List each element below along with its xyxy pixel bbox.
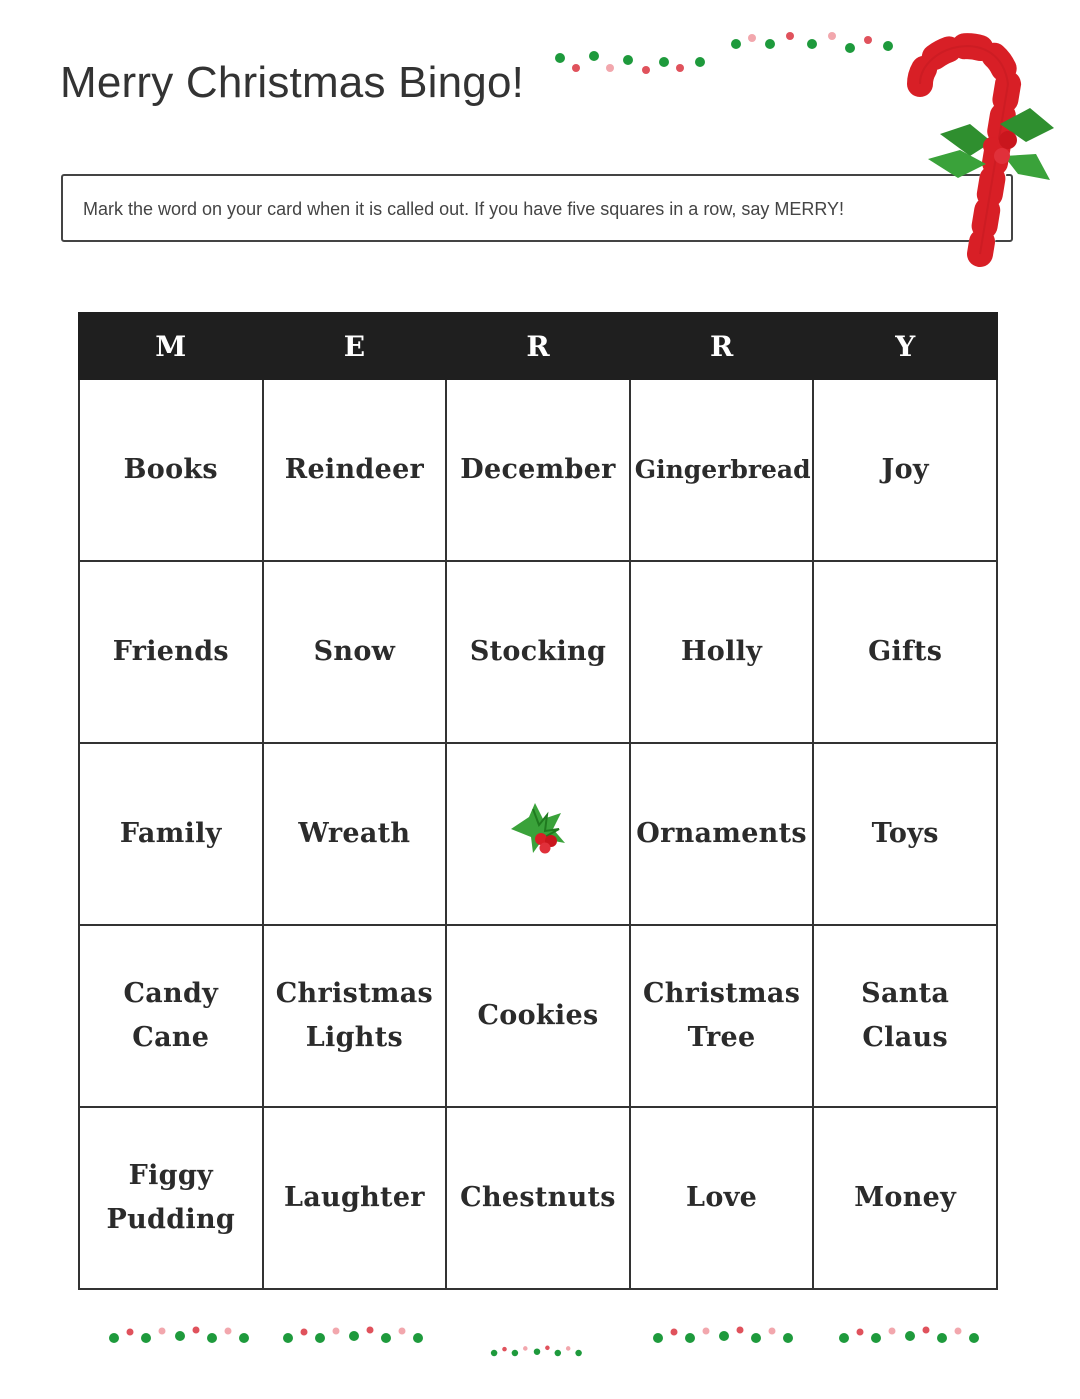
square-label: Christmas Lights: [275, 978, 434, 1053]
bingo-square[interactable]: [79, 561, 263, 743]
bingo-square[interactable]: [813, 1107, 997, 1289]
square-label: Santa Claus: [861, 978, 950, 1053]
square-label: Gingerbread: [634, 455, 811, 484]
square-label: Chestnuts: [460, 1182, 616, 1213]
card-row: [79, 1107, 997, 1289]
square-label: Figgy Pudding: [106, 1160, 236, 1235]
bingo-square[interactable]: [79, 379, 263, 561]
square-label: Toys: [871, 818, 939, 849]
free-space-square[interactable]: [446, 743, 630, 925]
candy-cane-icon: [900, 24, 1070, 274]
bingo-square[interactable]: [630, 379, 814, 561]
bingo-square[interactable]: [813, 743, 997, 925]
square-label: Money: [854, 1182, 957, 1213]
card-header-row: [79, 313, 997, 379]
square-label: Books: [123, 454, 218, 485]
square-label: Holly: [680, 636, 763, 667]
page-title: Merry Christmas Bingo!: [60, 58, 525, 107]
square-label: Love: [686, 1182, 758, 1213]
bingo-square[interactable]: [79, 743, 263, 925]
bingo-square[interactable]: [79, 925, 263, 1107]
holly-icon: [503, 795, 573, 859]
bingo-square[interactable]: [263, 925, 447, 1107]
bingo-square[interactable]: [813, 379, 997, 561]
square-label: Christmas Tree: [642, 978, 801, 1053]
square-label: Wreath: [298, 818, 411, 849]
bingo-square[interactable]: [813, 925, 997, 1107]
bingo-square[interactable]: [263, 561, 447, 743]
column-header: M: [79, 313, 263, 379]
instructions-box: [61, 174, 1013, 242]
square-label: Snow: [313, 636, 396, 667]
card-row: [79, 561, 997, 743]
square-label: Ornaments: [636, 818, 807, 849]
card-row: [79, 925, 997, 1107]
column-header: R: [446, 313, 630, 379]
garland-dots-icon: [550, 28, 910, 80]
square-label: Gifts: [868, 636, 943, 667]
square-label: Stocking: [469, 636, 607, 667]
bingo-square[interactable]: [813, 561, 997, 743]
bingo-square[interactable]: [630, 925, 814, 1107]
bingo-square[interactable]: [446, 561, 630, 743]
bingo-square[interactable]: [446, 925, 630, 1107]
square-label: December: [460, 454, 616, 485]
square-label: Candy Cane: [123, 978, 219, 1053]
bingo-square[interactable]: [630, 743, 814, 925]
bingo-square[interactable]: [446, 1107, 630, 1289]
garland-dots-icon: [100, 1318, 990, 1374]
bingo-square[interactable]: [446, 379, 630, 561]
bingo-square[interactable]: [79, 1107, 263, 1289]
square-label: Laughter: [283, 1182, 425, 1213]
bingo-square[interactable]: [630, 1107, 814, 1289]
bingo-square[interactable]: [263, 379, 447, 561]
square-label: Reindeer: [284, 454, 425, 485]
bingo-square[interactable]: [630, 561, 814, 743]
instructions-text: Mark the word on your card when it is called out. If you have five squares in a row, say MERRY!: [83, 199, 845, 219]
card-row: [79, 743, 997, 925]
column-header: R: [630, 313, 814, 379]
bingo-card: [78, 312, 998, 1290]
bingo-square[interactable]: [263, 743, 447, 925]
card-row: [79, 379, 997, 561]
square-label: Joy: [881, 454, 929, 485]
bingo-square[interactable]: [263, 1107, 447, 1289]
column-header: Y: [813, 313, 997, 379]
column-header: E: [263, 313, 447, 379]
square-label: Family: [119, 818, 222, 849]
square-label: Friends: [112, 636, 229, 667]
square-label: Cookies: [477, 1000, 599, 1031]
